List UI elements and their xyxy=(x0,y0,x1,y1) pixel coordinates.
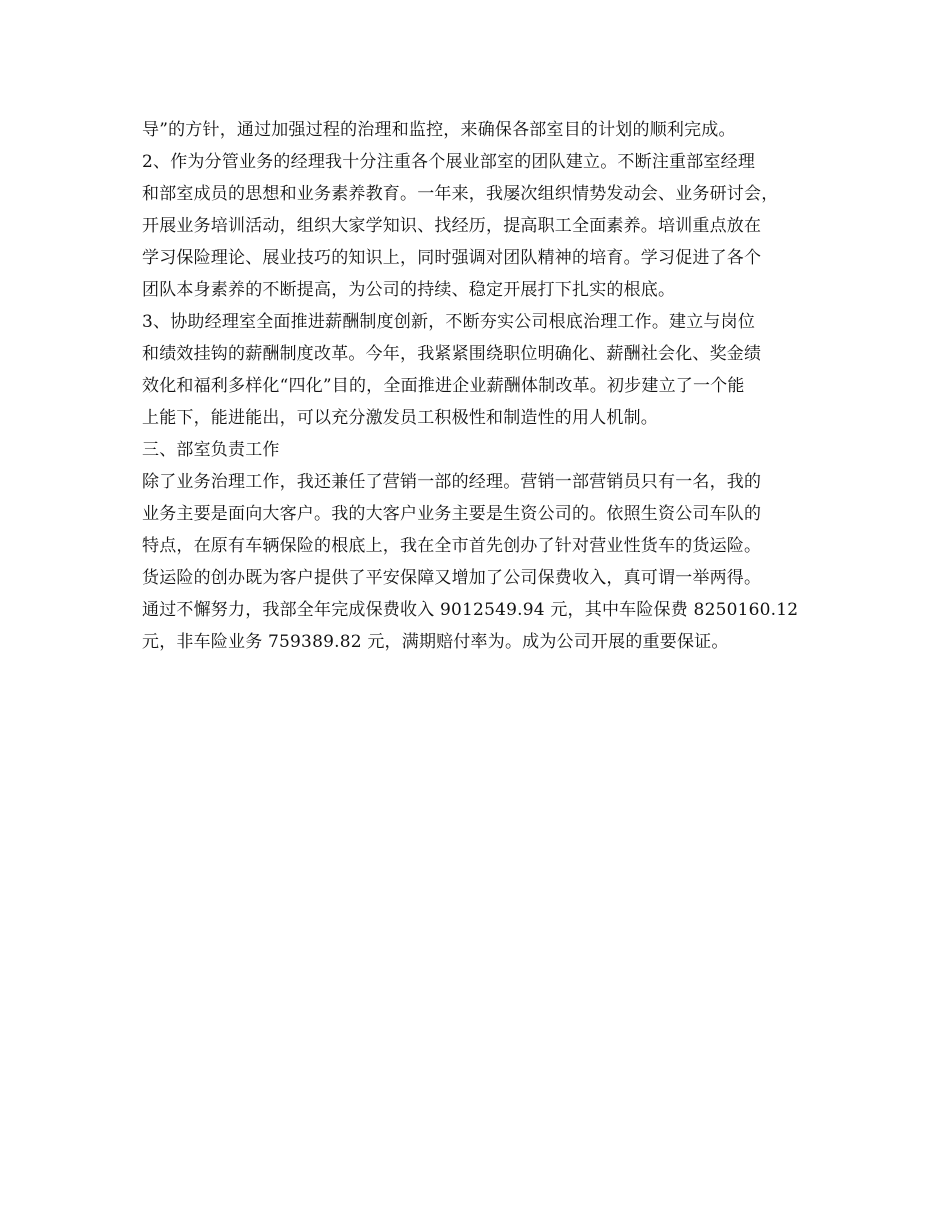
text-line: 元，非车险业务 759389.82 元，满期赔付率为。成为公司开展的重要保证。 xyxy=(142,632,729,652)
text-line: 特点，在原有车辆保险的根底上，我在全市首先创办了针对营业性货车的货运险。 xyxy=(142,536,762,556)
text-line: 导”的方针，通过加强过程的治理和监控，来确保各部室目的计划的顺利完成。 xyxy=(142,120,736,140)
text-line: 上能下，能进能出，可以充分激发员工积极性和制造性的用人机制。 xyxy=(142,408,658,428)
text-line: 团队本身素养的不断提高，为公司的持续、稳定开展打下扎实的根底。 xyxy=(142,280,676,300)
document-body xyxy=(142,114,822,658)
text-line: 效化和福利多样化“四化”目的，全面推进企业薪酬体制改革。初步建立了一个能 xyxy=(142,376,745,396)
text-line: 和绩效挂钩的薪酬制度改革。今年，我紧紧围绕职位明确化、薪酬社会化、奖金绩 xyxy=(142,344,762,364)
section-heading: 三、部室负责工作 xyxy=(142,440,280,460)
text-line: 开展业务培训活动，组织大家学知识、找经历，提高职工全面素养。培训重点放在 xyxy=(142,216,762,236)
text-line: 2、作为分管业务的经理我十分注重各个展业部室的团队建立。不断注重部室经理 xyxy=(142,152,756,172)
text-line: 货运险的创办既为客户提供了平安保障又增加了公司保费收入，真可谓一举两得。 xyxy=(142,568,762,588)
text-line: 除了业务治理工作，我还兼任了营销一部的经理。营销一部营销员只有一名，我的 xyxy=(142,472,762,492)
text-line: 学习保险理论、展业技巧的知识上，同时强调对团队精神的培育。学习促进了各个 xyxy=(142,248,762,268)
text-line: 通过不懈努力，我部全年完成保费收入 9012549.94 元，其中车险保费 8250160.12 xyxy=(142,600,799,620)
text-line: 业务主要是面向大客户。我的大客户业务主要是生资公司的。依照生资公司车队的 xyxy=(142,504,762,524)
text-line: 3、协助经理室全面推进薪酬制度创新，不断夯实公司根底治理工作。建立与岗位 xyxy=(142,312,756,332)
text-line: 和部室成员的思想和业务素养教育。一年来，我屡次组织情势发动会、业务研讨会， xyxy=(142,184,779,204)
